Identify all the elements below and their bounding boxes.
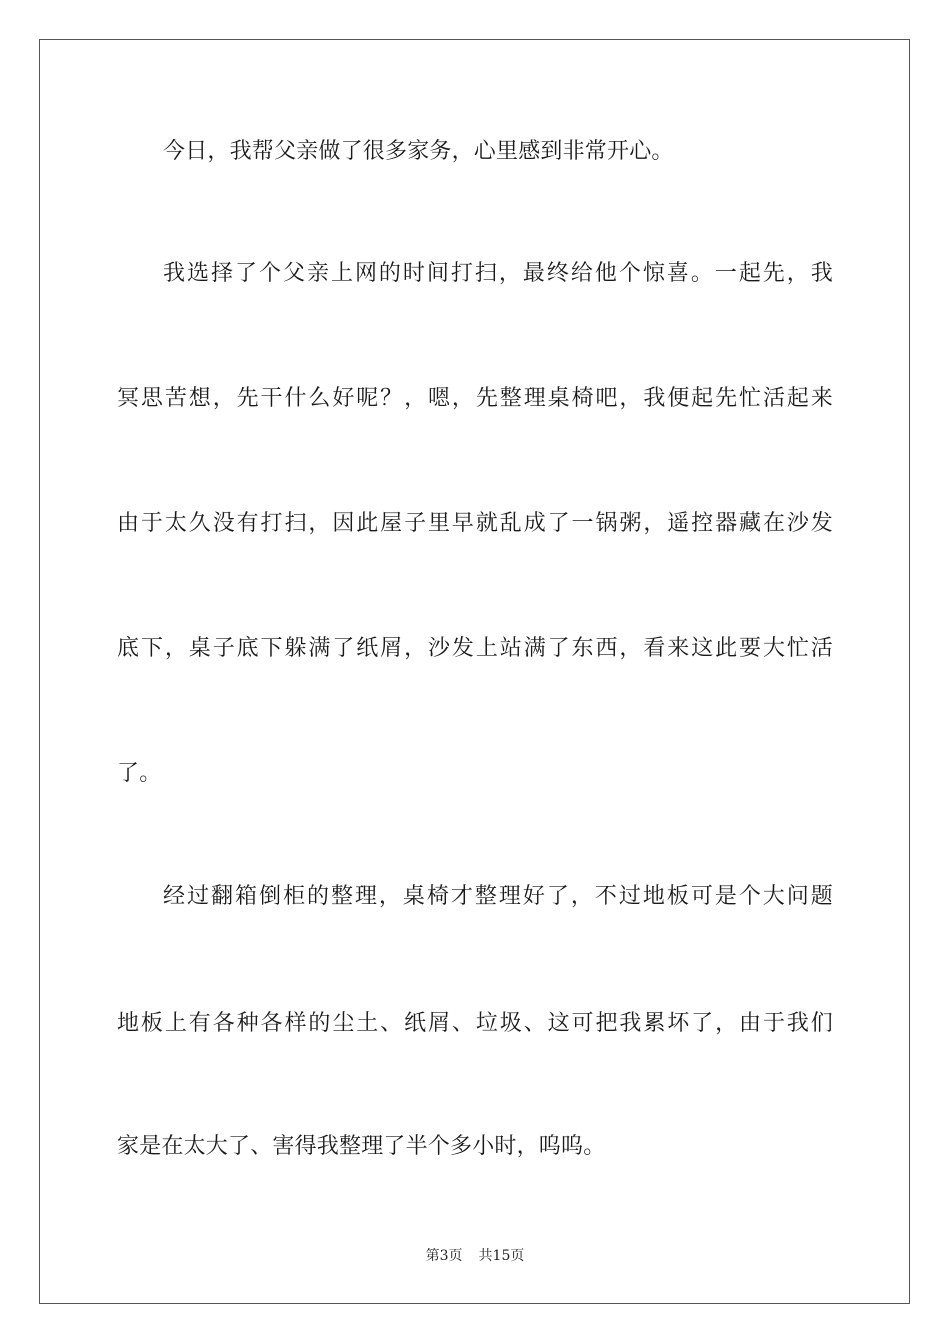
paragraph-line: 地板上有各种各样的尘土、纸屑、垃圾、这可把我累坏了，由于我们 [117,1011,833,1036]
paragraph-line: 我选择了个父亲上网的时间打扫，最终给他个惊喜。一起先，我 [163,261,833,286]
paragraph-line: 经过翻箱倒柜的整理，桌椅才整理好了，不过地板可是个大问题 [163,884,833,909]
paragraph-line: 家是在太大了、害得我整理了半个多小时，呜呜。 [117,1134,606,1159]
paragraph-line: 今日，我帮父亲做了很多家务，心里感到非常开心。 [163,139,674,164]
page-total: 共15页 [478,1248,525,1264]
paragraph-line: 底下，桌子底下躲满了纸屑，沙发上站满了东西，看来这此要大忙活 [117,636,833,661]
page-footer [0,1246,950,1266]
paragraph-line: 了。 [117,761,162,786]
page-border [39,39,910,1304]
paragraph-line: 由于太久没有打扫，因此屋子里早就乱成了一锅粥，遥控器藏在沙发 [117,511,833,536]
paragraph-line: 冥思苦想，先干什么好呢？，嗯，先整理桌椅吧，我便起先忙活起来 [117,386,833,411]
page-number: 第3页 [425,1248,463,1264]
